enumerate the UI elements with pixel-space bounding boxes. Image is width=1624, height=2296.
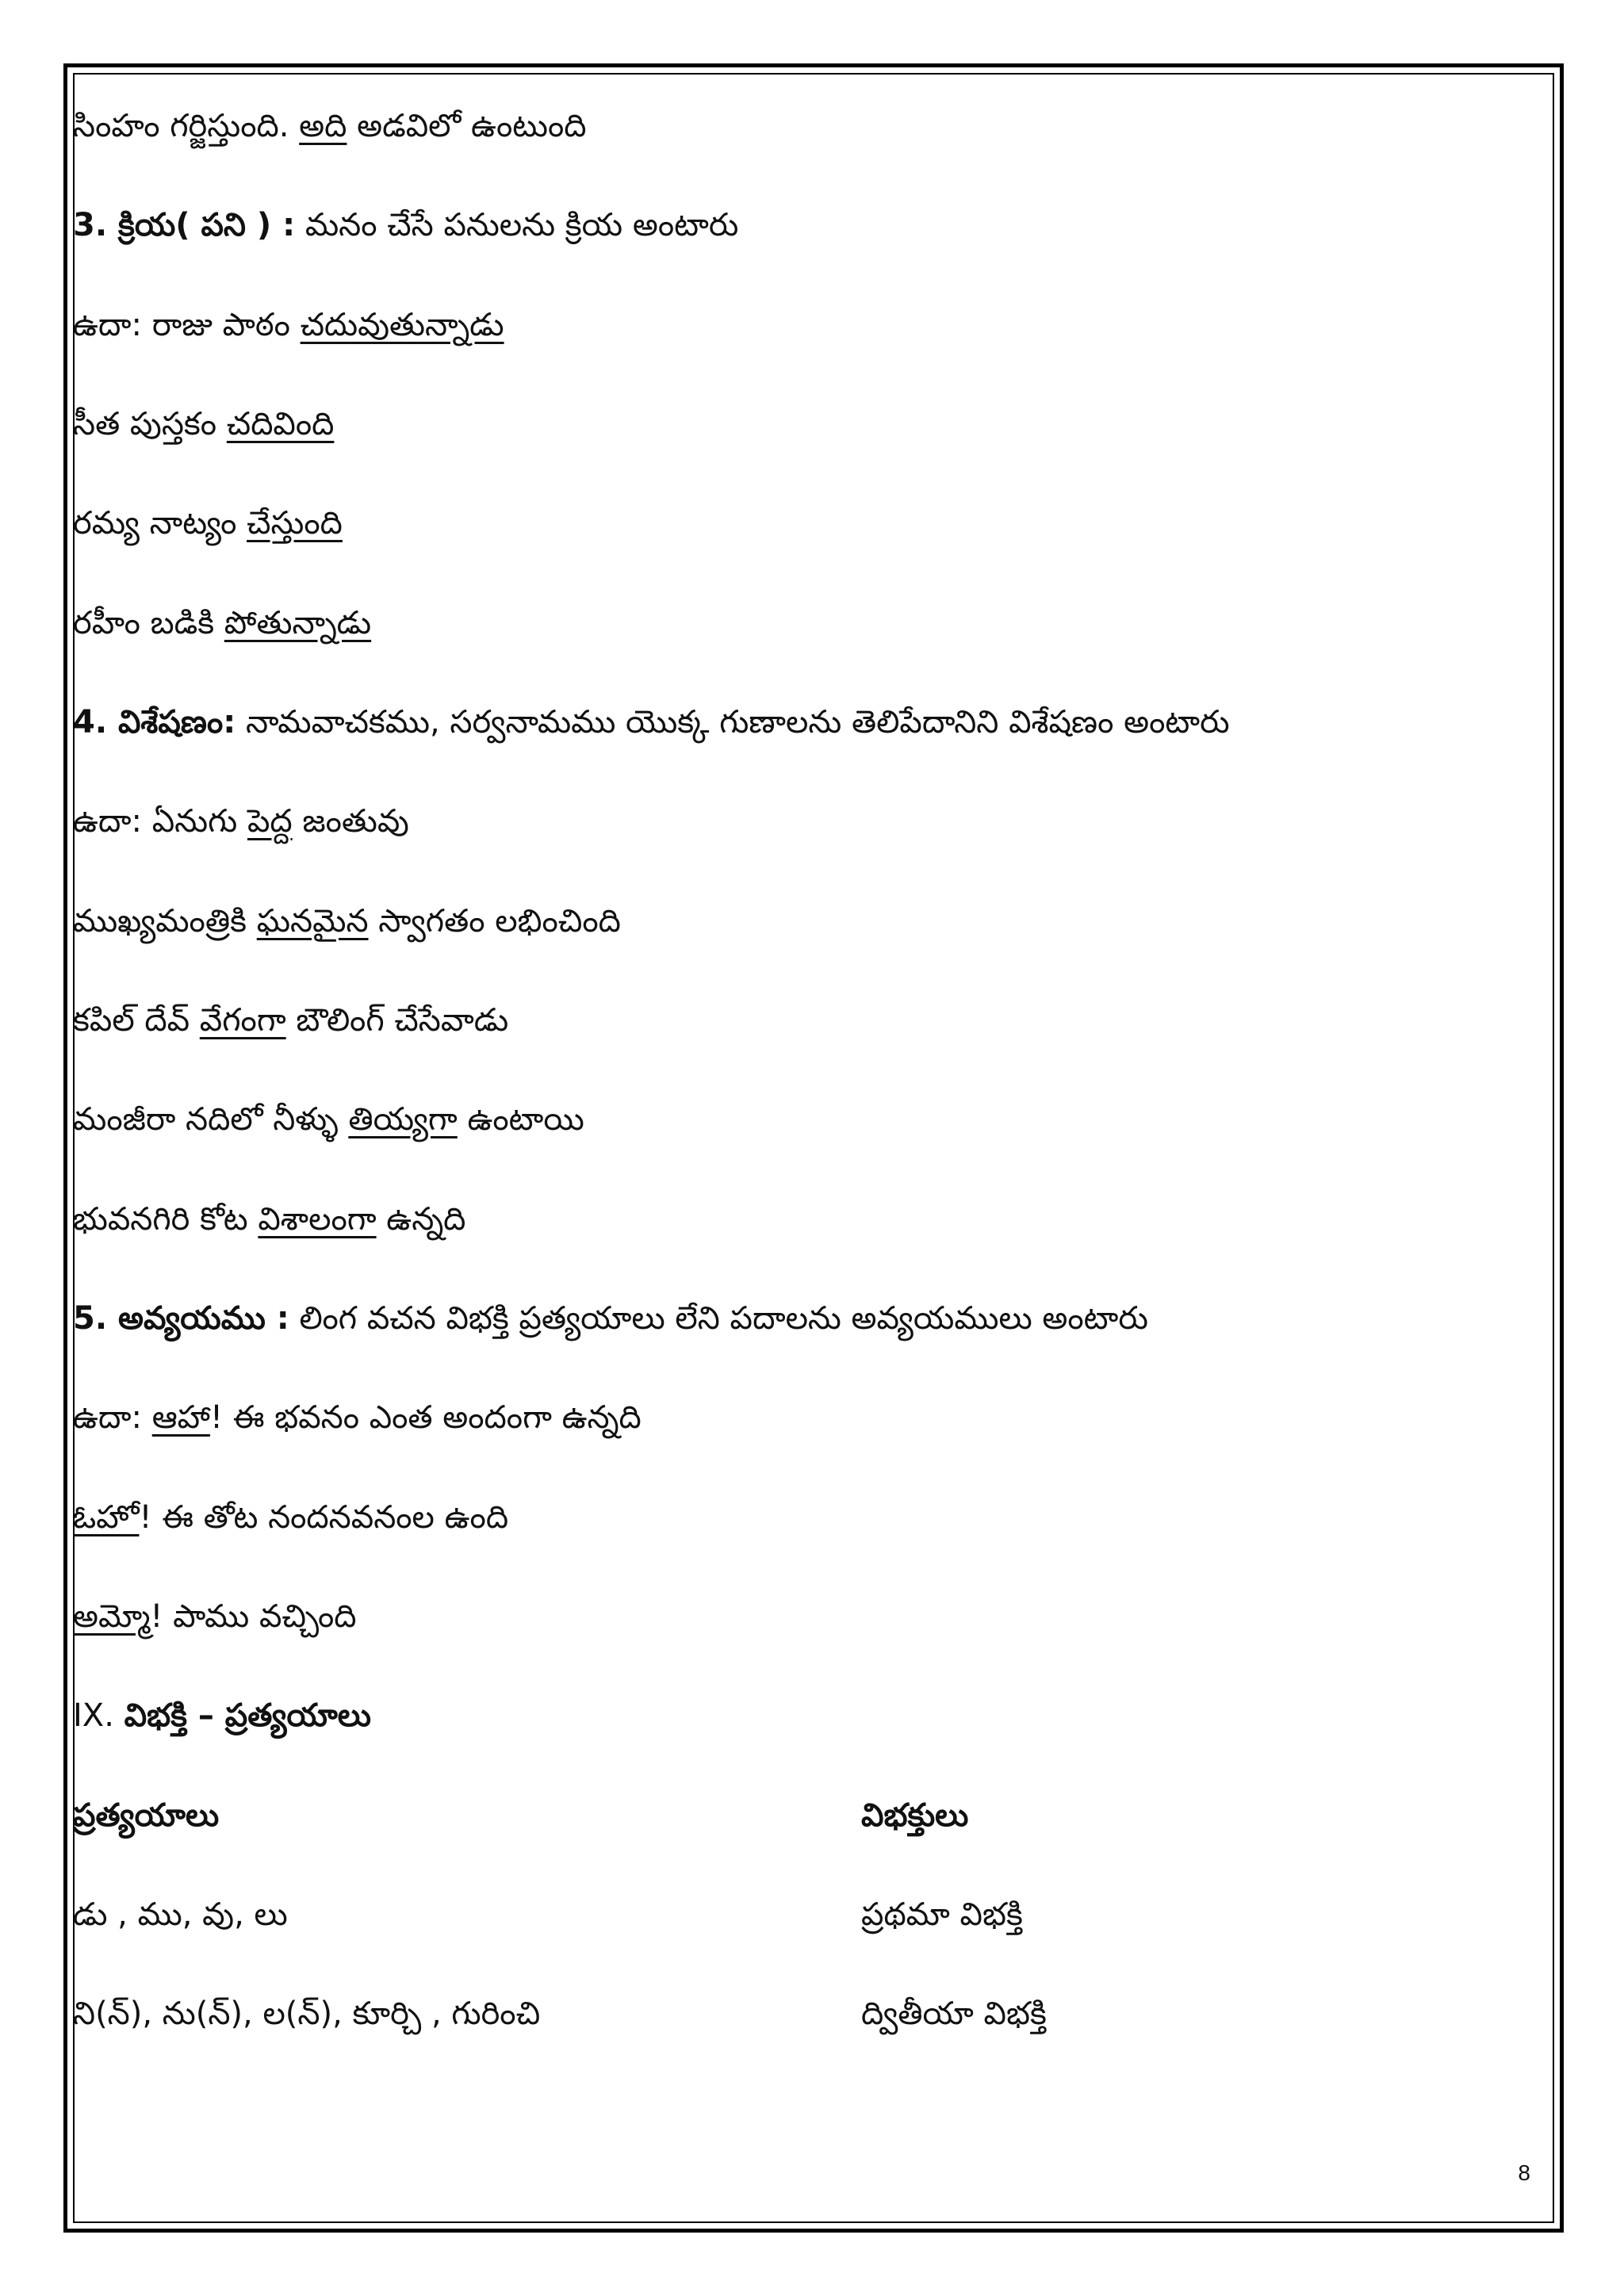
definition-text: నామవాచకము, సర్వనామము యొక్క గుణాలను తెలిపేదానిని విశేషణం అంటారు xyxy=(236,704,1230,740)
text: ఉదా: ఏనుగు xyxy=(73,803,247,840)
definition-line xyxy=(73,201,738,249)
text: అడవిలో ఉంటుంది xyxy=(347,108,587,144)
text: భువనగిరి కోట xyxy=(73,1201,259,1238)
page-border-inner xyxy=(73,73,1554,2223)
text: రహీం బడికి xyxy=(73,605,224,641)
example-line xyxy=(73,400,334,448)
sentence-line xyxy=(73,102,586,150)
definition-line xyxy=(73,1295,1148,1342)
underlined-word: చేస్తుంది xyxy=(247,505,343,541)
text: ఉదా: రాజు పాఠం xyxy=(73,307,301,343)
underlined-word: ఘనమైన xyxy=(256,903,369,939)
example-line xyxy=(73,1593,357,1640)
section-title xyxy=(73,1692,371,1739)
underlined-word: చదువుతున్నాడు xyxy=(300,307,504,343)
text: మంజీరా నదిలో నీళ్ళు xyxy=(73,1101,349,1138)
section-heading: 3. క్రియ( పని ) : xyxy=(73,207,296,243)
example-line xyxy=(73,599,371,647)
example-line xyxy=(73,897,621,945)
section-number: IX. xyxy=(73,1697,124,1734)
text: సింహం గర్జిస్తుంది. xyxy=(73,108,300,144)
example-line xyxy=(73,301,504,349)
example-line xyxy=(73,1196,465,1243)
underlined-word: అది xyxy=(299,108,347,144)
table-header-right: విభక్తులు xyxy=(861,1797,969,1834)
underlined-word: పెద్ద xyxy=(247,803,293,840)
underlined-word: తియ్యగా xyxy=(348,1101,458,1138)
example-line xyxy=(73,798,409,845)
underlined-word: పోతున్నాడు xyxy=(224,605,372,641)
section-heading: విభక్తి – ప్రత్యయాలు xyxy=(124,1697,371,1734)
definition-text: మనం చేసే పనులను క్రియ అంటారు xyxy=(295,207,739,243)
section-heading: 5. అవ్యయము : xyxy=(73,1300,289,1337)
text: ! ఈ భవనం ఎంత అందంగా ఉన్నది xyxy=(209,1399,642,1436)
text: ముఖ్యమంత్రికి xyxy=(73,903,257,939)
table-header-left: ప్రత్యయాలు xyxy=(73,1797,220,1834)
definition-text: లింగ వచన విభక్తి ప్రత్యయాలు లేని పదాలను అవ్యయములు అంటారు xyxy=(289,1300,1148,1337)
section-heading: 4. విశేషణం: xyxy=(73,704,236,740)
underlined-word: ఓహో xyxy=(73,1499,140,1536)
definition-line xyxy=(73,698,1230,746)
underlined-word: అమ్మో xyxy=(73,1598,151,1635)
underlined-word: చదివింది xyxy=(226,406,335,442)
table-cell-right: ద్వితీయా విభక్తి xyxy=(861,1996,1047,2032)
text: ఉంటాయి xyxy=(457,1101,584,1138)
text: రమ్య నాట్యం xyxy=(73,505,247,541)
text: ఉదా: xyxy=(73,1399,152,1436)
text: కపిల్ దేవ్ xyxy=(73,1002,200,1039)
example-line xyxy=(73,499,343,547)
text: సీత పుస్తకం xyxy=(73,406,227,442)
example-line xyxy=(73,1494,508,1541)
table-cell-left: డు , ము, వు, లు xyxy=(73,1896,288,1933)
page-number: 8 xyxy=(1518,2160,1530,2185)
underlined-word: వేగంగా xyxy=(199,1002,286,1039)
table-cell-right: ప్రథమా విభక్తి xyxy=(861,1896,1023,1933)
text: ! పాము వచ్చింది xyxy=(150,1598,357,1635)
text: ఉన్నది xyxy=(376,1201,466,1238)
example-line xyxy=(73,997,508,1044)
example-line xyxy=(73,1096,584,1143)
underlined-word: ఆహా xyxy=(151,1399,210,1436)
table-cell-left: ని(న్), ను(న్), ల(న్), కూర్చి , గురించి xyxy=(73,1996,541,2032)
text: స్వాగతం లభించింది xyxy=(368,903,621,939)
example-line xyxy=(73,1394,642,1441)
text: జంతువు xyxy=(292,803,409,840)
underlined-word: విశాలంగా xyxy=(258,1201,377,1238)
text: ! ఈ తోట నందనవనంల ఉంది xyxy=(139,1499,509,1536)
text: బౌలింగ్ చేసేవాడు xyxy=(285,1002,509,1039)
